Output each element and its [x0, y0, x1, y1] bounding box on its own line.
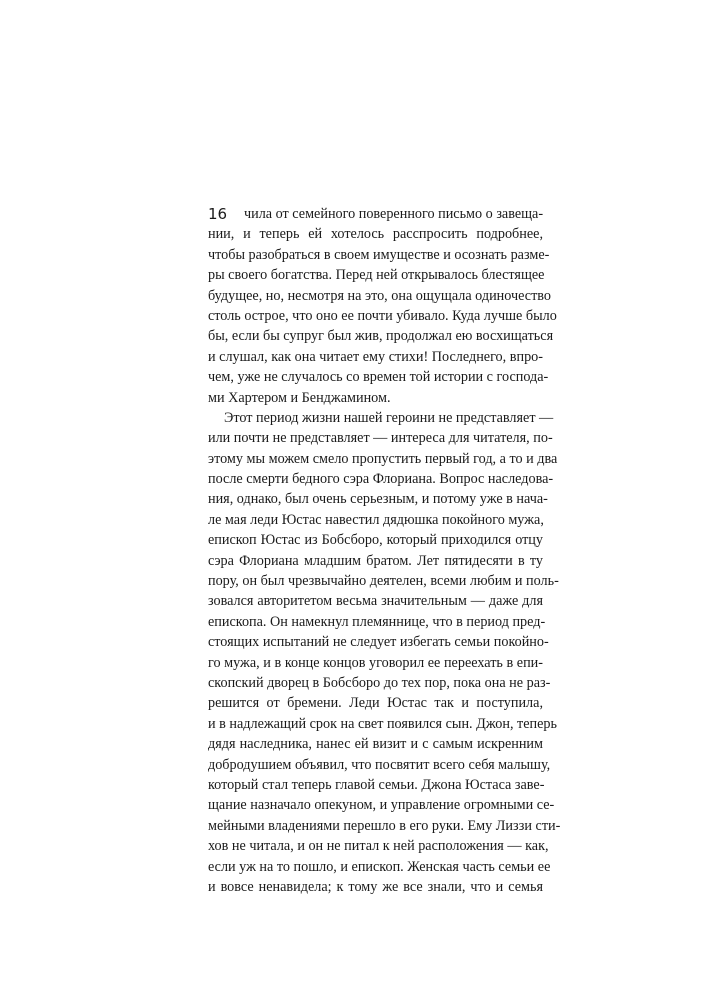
text-line: мейными владениями перешло в его руки. Ему Лиззи сти- [208, 817, 561, 834]
text-line: ле мая леди Юстас навестил дядюшка покойного мужа, [208, 511, 544, 528]
text-line: пору, он был чрезвычайно деятелен, всеми любим и поль- [208, 573, 559, 590]
text-line: чтобы разобраться в своем имуществе и осознать разме- [208, 246, 550, 263]
text-line: щание назначало опекуном, и управление огромными се- [208, 797, 555, 814]
text-line: и в надлежащий срок на свет появился сын. Джон, теперь [208, 715, 557, 732]
text-line: зовался авторитетом весьма значительным — даже для [208, 593, 543, 610]
text-line: нии, и теперь ей хотелось расспросить подробнее, [208, 226, 543, 243]
text-line: скопский дворец в Бобсборо до тех пор, пока она не раз- [208, 674, 551, 691]
text-line: и слушал, как она читает ему стихи! Последнего, впро- [208, 348, 543, 365]
text-line: этому мы можем смело пропустить первый год, а то и два [208, 450, 558, 467]
text-line: епископ Юстас из Бобсборо, который приходился отцу [208, 532, 543, 549]
text-line: после смерти бедного сэра Флориана. Вопрос наследова- [208, 471, 554, 488]
paragraph-continued [208, 204, 557, 408]
text-line: или почти не представляет — интереса для читателя, по- [208, 430, 553, 447]
text-line: будущее, но, несмотря на это, она ощущала одиночество [208, 287, 551, 304]
text-line: бы, если бы супруг был жив, продолжал ею восхищаться [208, 328, 554, 345]
text-line: решится от бремени. Леди Юстас так и поступила, [208, 695, 543, 712]
text-line: хов не читала, и он не питал к ней расположения — как, [208, 838, 549, 855]
text-line: стоящих испытаний не следует избегать семьи покойно- [208, 634, 549, 651]
text-line: чила от семейного поверенного письмо о завеща- [244, 206, 544, 222]
text-line: ния, однако, был очень серьезным, и потому уже в нача- [208, 491, 548, 508]
text-line: добродушием объявил, что посвятит всего себя малышу, [208, 756, 551, 773]
page-number: 16 [208, 205, 228, 223]
text-line: Этот период жизни нашей героини не представляет — [224, 409, 554, 426]
text-line: ры своего богатства. Перед ней открывалось блестящее [208, 267, 545, 284]
text-line: и вовсе ненавидела; к тому же все знали, что и семья [208, 878, 543, 895]
text-line: епископа. Он намекнул племяннице, что в период пред- [208, 613, 546, 630]
text-line: чем, уже не случалось со времен той истории с господа- [208, 369, 549, 386]
text-line: дядя наследника, нанес ей визит и с самым искренним [208, 736, 543, 753]
text-line: который стал теперь главой семьи. Джона Юстаса заве- [208, 776, 545, 793]
text-line: если уж на то пошло, и епископ. Женская часть семьи ее [208, 858, 551, 875]
text-line: ми Хартером и Бенджамином. [208, 389, 391, 406]
text-line: го мужа, и в конце концов уговорил ее переехать в епи- [208, 654, 543, 671]
text-line: столь острое, что оно ее почти убивало. Куда лучше было [208, 307, 557, 324]
paragraph [208, 408, 561, 897]
body-text [208, 204, 561, 897]
text-line: сэра Флориана младшим братом. Лет пятидесяти в ту [208, 552, 543, 569]
